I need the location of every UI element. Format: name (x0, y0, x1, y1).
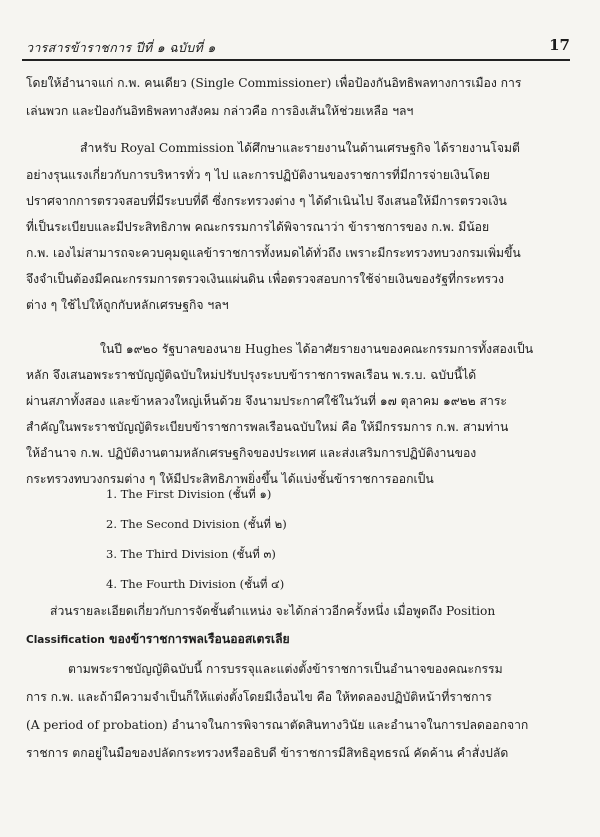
list-item: 3. The Third Division (ชั้นที่ ๓) (106, 547, 276, 561)
text-line: ต่าง ๆ ใช้ไปให้ถูกกับหลักเศรษฐกิจ ฯลฯ (26, 298, 229, 312)
text-line: ที่เป็นระเบียบและมีประสิทธิภาพ คณะกรรมการได้พิจารณาว่า ข้าราชการของ ก.พ. มีน้อย (26, 220, 490, 234)
text-line: สำคัญในพระราชบัญญัติระเบียบข้าราชการพลเรือนฉบับใหม่ คือ ให้มีกรรมการ ก.พ. สามท่าน (26, 420, 509, 434)
text-line: ตามพระราชบัญญัติฉบับนี้ การบรรจุและแต่งตั้งข้าราชการเป็นอำนาจของคณะกรรม (68, 662, 503, 676)
text-line: ราชการ ตกอยู่ในมือของปลัดกระทรวงหรืออธิบดี ข้าราชการมีสิทธิอุทธรณ์ คัดค้าน คำสั่งปลัด (26, 746, 509, 760)
section-heading (26, 630, 290, 649)
text-line: ให้อำนาจ ก.พ. ปฏิบัติงานตามหลักเศรษฐกิจของประเทศ และส่งเสริมการปฏิบัติงานของ (26, 446, 477, 460)
text-line: ปราศจากการตรวจสอบที่มีระบบที่ดี ซึ่งกระทรวงต่าง ๆ ได้ดำเนินไป จึงเสนอให้มีการตรวจเงิน (26, 194, 507, 208)
text-line: ในปี ๑๙๒๐ รัฐบาลของนาย Hughes ได้อาศัยรายงานของคณะกรรมการทั้งสองเป็น (100, 342, 534, 356)
text-line: สำหรับ Royal Commission ได้ศึกษาและรายงานในด้านเศรษฐกิจ ได้รายงานโจมตี (80, 141, 520, 155)
running-header-title: วารสารข้าราชการ ปีที่ ๑ ฉบับที่ ๑ (26, 40, 216, 55)
text-line: เล่นพวก และป้องกันอิทธิพลทางสังคม กล่าวคือ การอิงเส้นให้ช่วยเหลือ ฯลฯ (26, 104, 414, 118)
text-line: การ ก.พ. และถ้ามีความจำเป็นก็ให้แต่งตั้งโดยมีเงื่อนไข คือ ให้ทดลองปฏิบัติหน้าที่ราชการ (26, 690, 492, 704)
text-line: หลัก จึงเสนอพระราชบัญญัติฉบับใหม่ปรับปรุงระบบข้าราชการพลเรือน พ.ร.บ. ฉบับนี้ได้ (26, 368, 477, 382)
list-item: 2. The Second Division (ชั้นที่ ๒) (106, 517, 287, 531)
text-line: จึงจำเป็นต้องมีคณะกรรมการตรวจเงินแผ่นดิน เพื่อตรวจสอบการใช้จ่ายเงินของรัฐที่กระทรวง (26, 272, 504, 286)
header-rule (22, 59, 570, 61)
text-line: (A period of probation) อำนาจในการพิจารณาตัดสินทางวินัย และอำนาจในการปลดออกจาก (26, 718, 529, 732)
text-line: กระทรวงทบวงกรมต่าง ๆ ให้มีประสิทธิภาพยิ่งขึ้น ได้แบ่งชั้นข้าราชการออกเป็น (26, 472, 434, 486)
list-item: 1. The First Division (ชั้นที่ ๑) (106, 487, 272, 501)
text-line: โดยให้อำนาจแก่ ก.พ. คนเดียว (Single Commissioner) เพื่อป้องกันอิทธิพลทางการเมือง การ (26, 76, 522, 90)
text-line: ผ่านสภาทั้งสอง และข้าหลวงใหญ่เห็นด้วย จึงนามประกาศใช้ในวันที่ ๑๗ ตุลาคม ๑๙๒๒ สาระ (26, 394, 507, 408)
text-line: ก.พ. เองไม่สามารถจะควบคุมดูแลข้าราชการทั้งหมดได้ทั่วถึง เพราะมีกระทรวงทบวงกรมเพิ่มขึ้น (26, 246, 521, 260)
page-header (22, 36, 570, 58)
section-heading-en: Classification (26, 634, 105, 646)
page-number: 17 (549, 36, 570, 54)
text-line: ส่วนรายละเอียดเกี่ยวกับการจัดชั้นตำแหน่ง จะได้กล่าวอีกครั้งหนึ่ง เมื่อพูดถึง Position (50, 604, 496, 618)
section-heading-th: ของข้าราชการพลเรือนออสเตรเลีย (104, 632, 290, 646)
text-line: อย่างรุนแรงเกี่ยวกับการบริหารทั่ว ๆ ไป และการปฏิบัติงานของราชการที่มีการจ่ายเงินโดย (26, 168, 490, 182)
list-item: 4. The Fourth Division (ชั้นที่ ๔) (106, 577, 285, 591)
